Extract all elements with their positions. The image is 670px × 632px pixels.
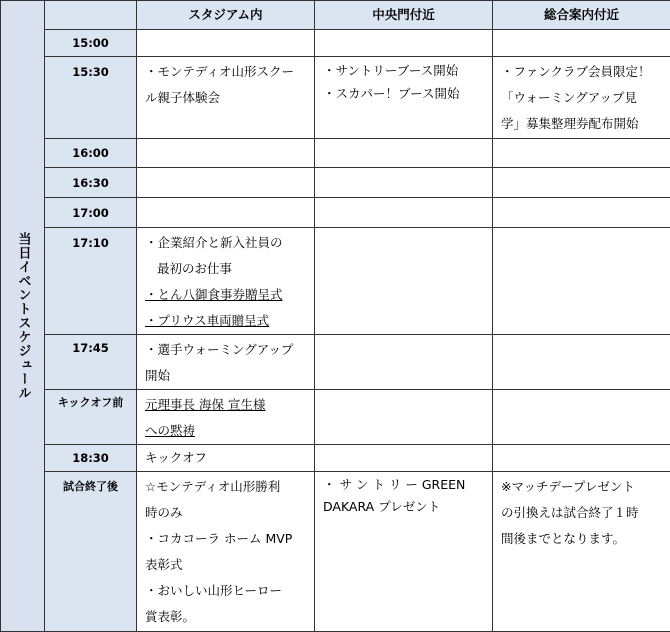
cell-text: ・ファンクラブ会員限定！	[501, 59, 664, 85]
underlined-text: への黙祷	[145, 423, 195, 438]
info-cell	[493, 390, 670, 445]
cell-text: 賞表彰。	[145, 604, 308, 630]
cell-text: 開始	[145, 363, 308, 389]
info-cell	[493, 168, 670, 198]
time-cell: 15:30	[45, 57, 137, 139]
time-cell: 17:45	[45, 335, 137, 390]
underlined-text: 元理事長 海保 宣生様	[145, 397, 265, 412]
stadium-cell	[137, 198, 315, 228]
cell-text: ・コカコーラ ホーム MVP	[145, 526, 308, 552]
info-cell	[493, 139, 670, 168]
gate-cell	[315, 228, 493, 335]
stadium-cell	[137, 335, 315, 390]
gate-cell	[315, 30, 493, 57]
cell-text: 最初のお仕事	[145, 256, 308, 282]
cell-text: ル親子体験会	[145, 85, 308, 111]
time-cell: 16:00	[45, 139, 137, 168]
info-cell	[493, 472, 670, 632]
cell-text: ・企業紹介と新入社員の	[145, 230, 308, 256]
gate-cell	[315, 168, 493, 198]
time-cell: 18:30	[45, 445, 137, 472]
cell-text: の引換えは試合終了１時	[501, 500, 664, 526]
header-time-blank	[45, 1, 137, 30]
cell-text	[145, 418, 308, 444]
cell-text	[145, 308, 308, 334]
header-stadium: スタジアム内	[137, 1, 315, 30]
underlined-text: ・プリウス車両贈呈式	[145, 313, 269, 328]
cell-text: キックオフ	[145, 445, 308, 471]
gate-cell	[315, 390, 493, 445]
cell-text: 表彰式	[145, 552, 308, 578]
cell-text: ☆モンテディオ山形勝利	[145, 474, 308, 500]
stadium-cell	[137, 139, 315, 168]
gate-cell	[315, 139, 493, 168]
cell-text	[145, 392, 308, 418]
cell-text: ・ サ ン ト リ ー GREEN	[323, 474, 486, 496]
cell-text: 「ウォーミングアップ見	[501, 85, 664, 111]
time-cell: 15:00	[45, 30, 137, 57]
time-cell: 17:00	[45, 198, 137, 228]
stadium-cell	[137, 30, 315, 57]
cell-text: ・選手ウォーミングアップ	[145, 337, 308, 363]
stadium-cell	[137, 472, 315, 632]
time-cell: キックオフ前	[45, 390, 137, 445]
schedule-side-label	[1, 1, 45, 632]
gate-cell	[315, 445, 493, 472]
time-cell: 試合終了後	[45, 472, 137, 632]
cell-text: ・モンテディオ山形スクー	[145, 59, 308, 85]
info-cell	[493, 30, 670, 57]
stadium-cell	[137, 168, 315, 198]
info-cell	[493, 228, 670, 335]
cell-text: ※マッチデープレゼント	[501, 474, 664, 500]
stadium-cell	[137, 57, 315, 139]
cell-text: ・おいしい山形ヒーロー	[145, 578, 308, 604]
underlined-text: ・とん八御食事券贈呈式	[145, 287, 283, 302]
stadium-cell	[137, 228, 315, 335]
header-central-gate: 中央門付近	[315, 1, 493, 30]
cell-text: 間後までとなります。	[501, 526, 664, 552]
cell-text: ・サントリーブース開始	[323, 59, 486, 82]
time-cell: 16:30	[45, 168, 137, 198]
gate-cell	[315, 335, 493, 390]
info-cell	[493, 57, 670, 139]
cell-text: DAKARA プレゼント	[323, 496, 486, 518]
info-cell	[493, 445, 670, 472]
info-cell	[493, 198, 670, 228]
side-label-text: 当日イベントスケジュール	[13, 232, 33, 400]
cell-text	[145, 282, 308, 308]
header-info-desk: 総合案内付近	[493, 1, 670, 30]
gate-cell	[315, 472, 493, 632]
gate-cell	[315, 57, 493, 139]
time-cell: 17:10	[45, 228, 137, 335]
stadium-cell	[137, 390, 315, 445]
info-cell	[493, 335, 670, 390]
cell-text: 時のみ	[145, 500, 308, 526]
cell-text: ・スカパー！ブース開始	[323, 82, 486, 105]
cell-text: 学」募集整理券配布開始	[501, 111, 664, 137]
gate-cell	[315, 198, 493, 228]
stadium-cell	[137, 445, 315, 472]
